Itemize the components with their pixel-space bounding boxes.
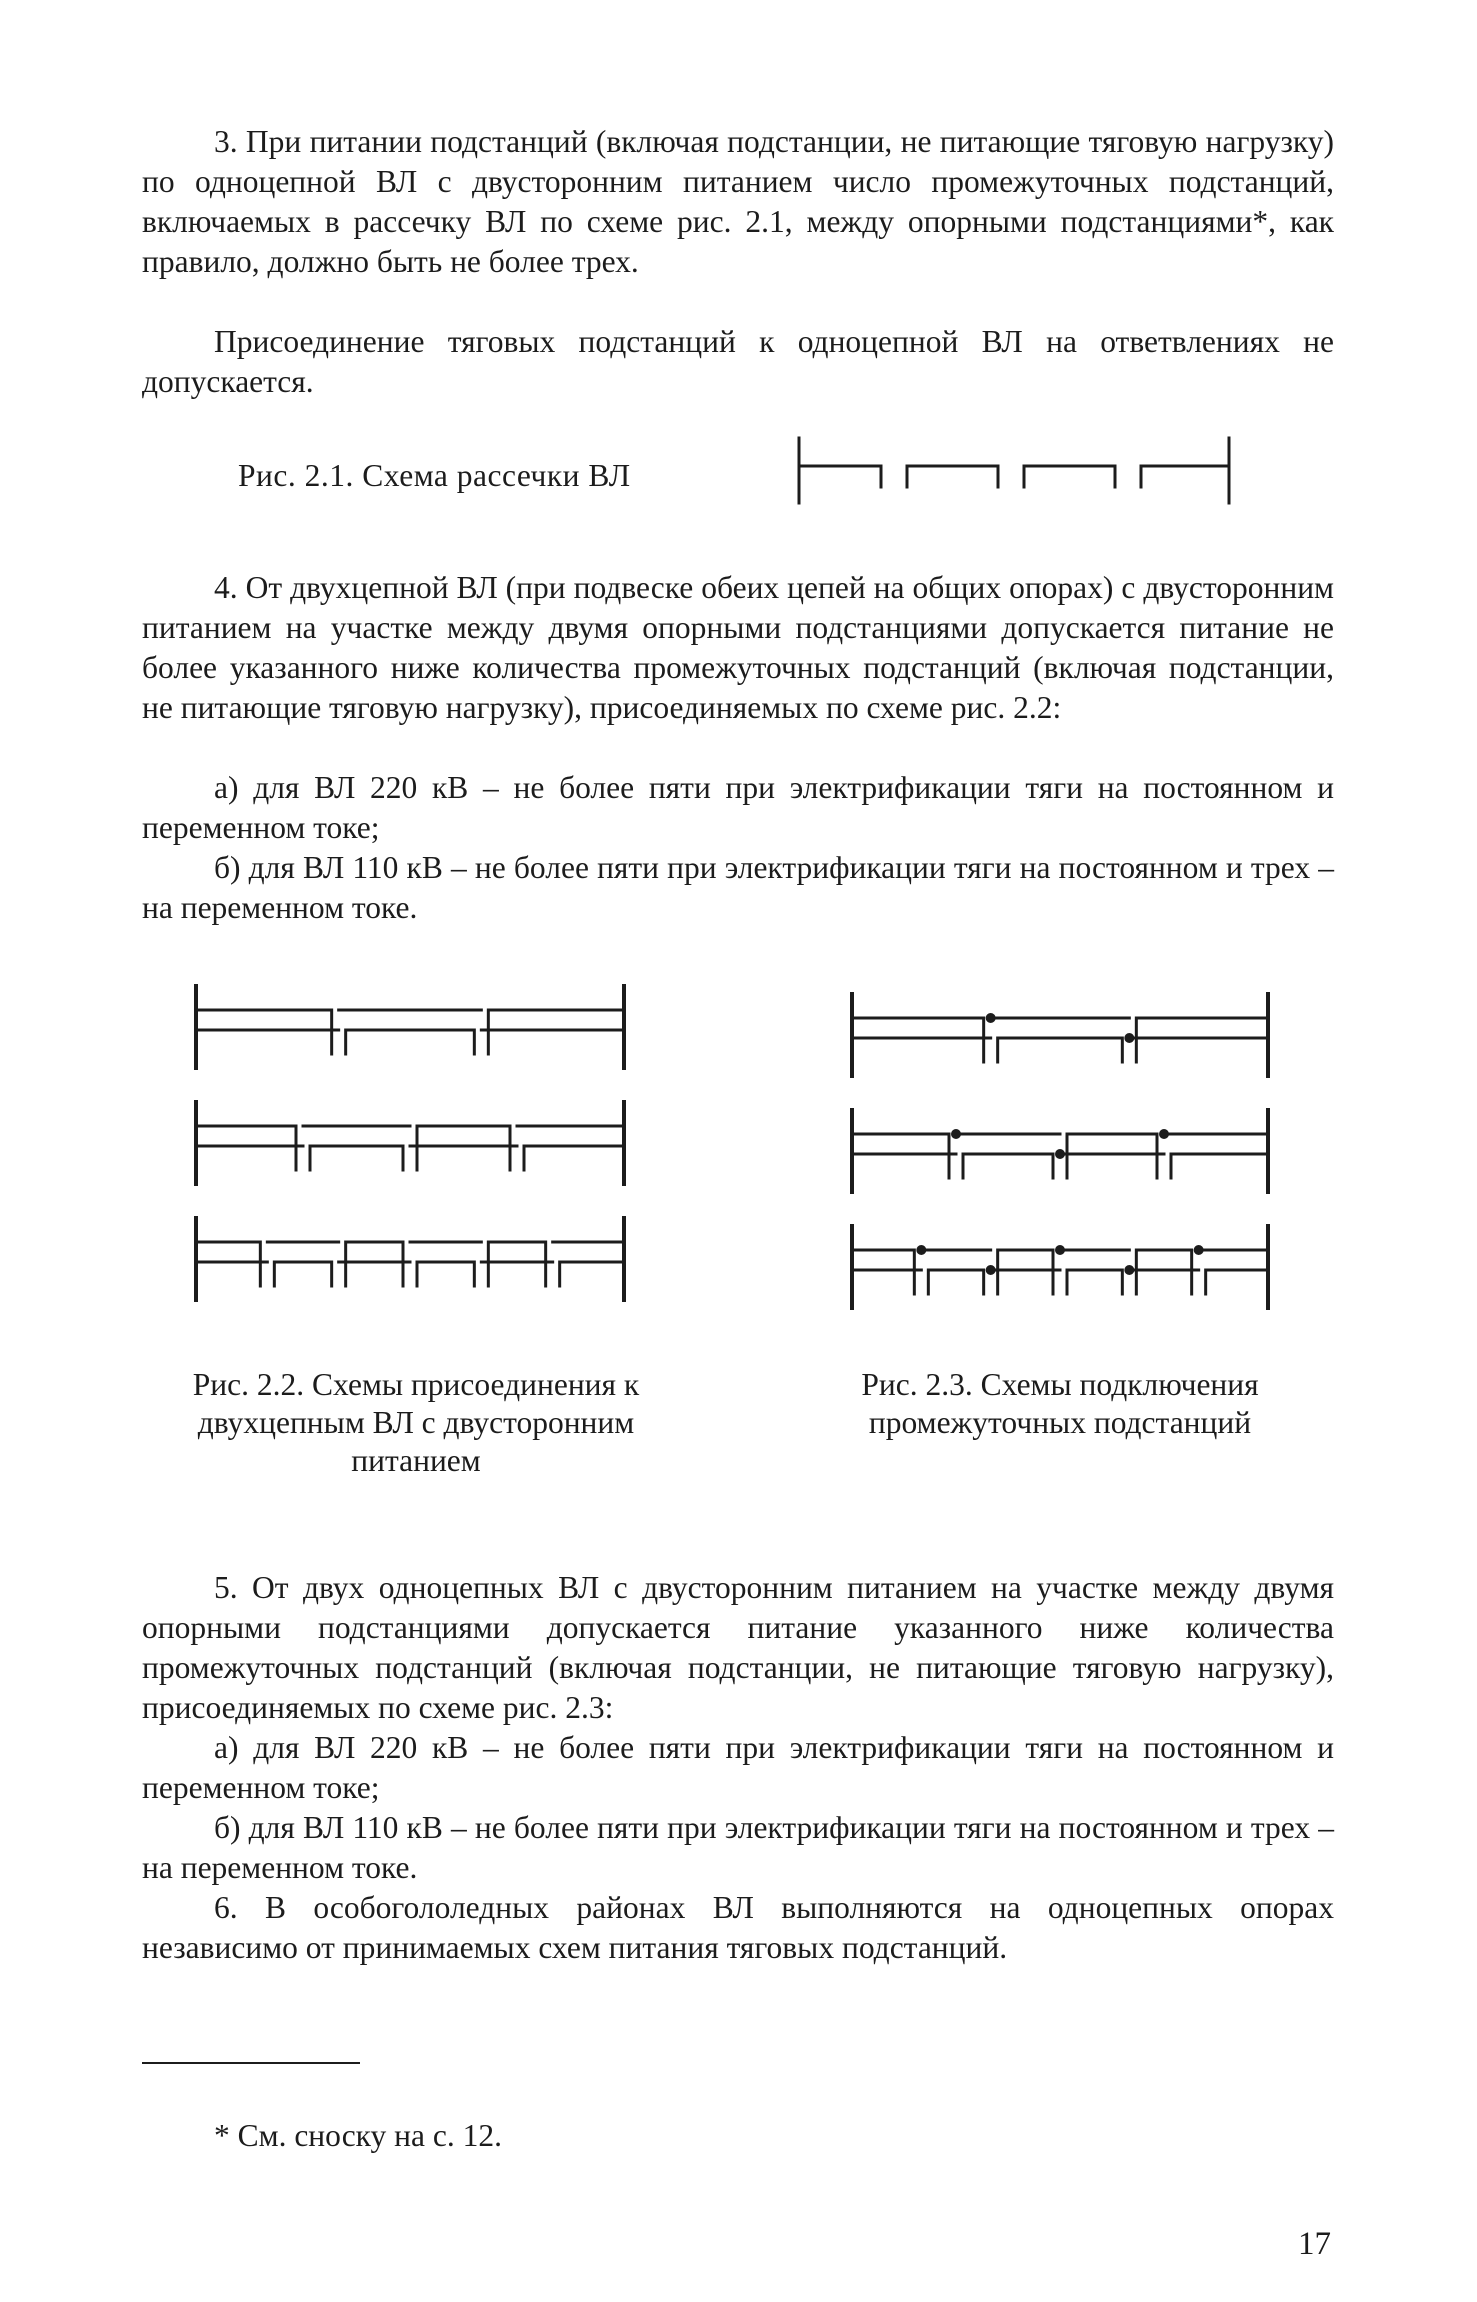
tap-node (986, 1013, 996, 1023)
tap-node (1194, 1245, 1204, 1255)
paragraph-4: 4. От двухцепной ВЛ (при подвеске обеих цепей на общих опорах) с двусторонним питанием на участке между двумя опорными подстанциями допускается питание не более указанного ниже количества промежуточных подстанций (включая подстанции, не питающие тяговую нагрузку), присоединяемых по схеме рис. 2.2: (142, 570, 1334, 725)
paragraph-6: 6. В особогололедных районах ВЛ выполняются на одноцепных опорах независимо от принимаемых схем питания тяговых подстанций. (142, 1890, 1334, 1965)
line-section (928, 1270, 983, 1294)
line-section (1206, 1270, 1268, 1294)
footnote: * См. сноску на с. 12. (214, 2118, 502, 2153)
line-section (963, 1154, 1053, 1178)
tap-node (951, 1129, 961, 1139)
line-section (852, 1250, 914, 1294)
line-section (998, 1038, 1123, 1062)
paragraph-4b: б) для ВЛ 110 кВ – не более пяти при электрификации тяги на постоянном и трех – на переменном токе. (142, 850, 1334, 925)
line-section (1136, 1018, 1268, 1062)
figure-2-2-caption: Рис. 2.2. Схемы присоединения к двухцепным ВЛ с двусторонним питанием (192, 1367, 640, 1478)
line-section (524, 1146, 624, 1170)
line-section (998, 1250, 1053, 1294)
page-number: 17 (1298, 2226, 1331, 2262)
paragraph-5: 5. От двух одноцепных ВЛ с двусторонним питанием на участке между двумя опорными подстанциями допускается питание указанного ниже количества промежуточных подстанций (включая подстанции, не питающие тяговую нагрузку), присоединяемых по схеме рис. 2.3: (142, 1570, 1334, 1725)
line-section (1067, 1134, 1157, 1178)
tap-node (986, 1265, 996, 1275)
line-section (196, 1126, 296, 1170)
tap-node (1055, 1245, 1065, 1255)
line-section (346, 1030, 475, 1054)
paragraph-3-continuation: Присоединение тяговых подстанций к одноцепной ВЛ на ответвлениях не допускается. (142, 324, 1334, 399)
paragraph-3: 3. При питании подстанций (включая подстанции, не питающие тяговую нагрузку) по одноцепной ВЛ с двусторонним питанием число промежуточных подстанций, включаемых в рассечку ВЛ по схеме рис. 2.1, между опорными подстанциями*, как правило, должно быть не более трех. (142, 124, 1334, 279)
figure-2-3-diagram (852, 994, 1268, 1308)
tap-node (1055, 1149, 1065, 1159)
line-section (274, 1262, 331, 1286)
tap-node (1124, 1265, 1134, 1275)
line-section (310, 1146, 403, 1170)
line-section (1136, 1250, 1191, 1294)
paragraph-5b: б) для ВЛ 110 кВ – не более пяти при электрификации тяги на постоянном и трех – на переменном токе. (142, 1810, 1334, 1885)
figure-2-3-caption: Рис. 2.3. Схемы подключения промежуточных подстанций (861, 1367, 1259, 1440)
paragraph-5a: а) для ВЛ 220 кВ – не более пяти при электрификации тяги на постоянном и переменном токе; (142, 1730, 1334, 1805)
line-section (417, 1126, 510, 1170)
line-section (1067, 1270, 1122, 1294)
line-section (852, 1018, 984, 1062)
footnote-separator (142, 2062, 360, 2064)
line-section (488, 1010, 624, 1054)
figure-2-1-caption: Рис. 2.1. Схема рассечки ВЛ (238, 458, 631, 493)
line-section (346, 1242, 403, 1286)
line-section (488, 1242, 545, 1286)
line-section (196, 1242, 260, 1286)
line-section (417, 1262, 474, 1286)
line-section (196, 1010, 332, 1054)
paragraph-4a: а) для ВЛ 220 кВ – не более пяти при электрификации тяги на постоянном и переменном токе; (142, 770, 1334, 845)
line-section (852, 1134, 949, 1178)
tap-node (1124, 1033, 1134, 1043)
line-section (1171, 1154, 1268, 1178)
tap-node (1159, 1129, 1169, 1139)
figure-2-2-diagram (196, 986, 624, 1300)
tap-node (916, 1245, 926, 1255)
line-section (560, 1262, 624, 1286)
